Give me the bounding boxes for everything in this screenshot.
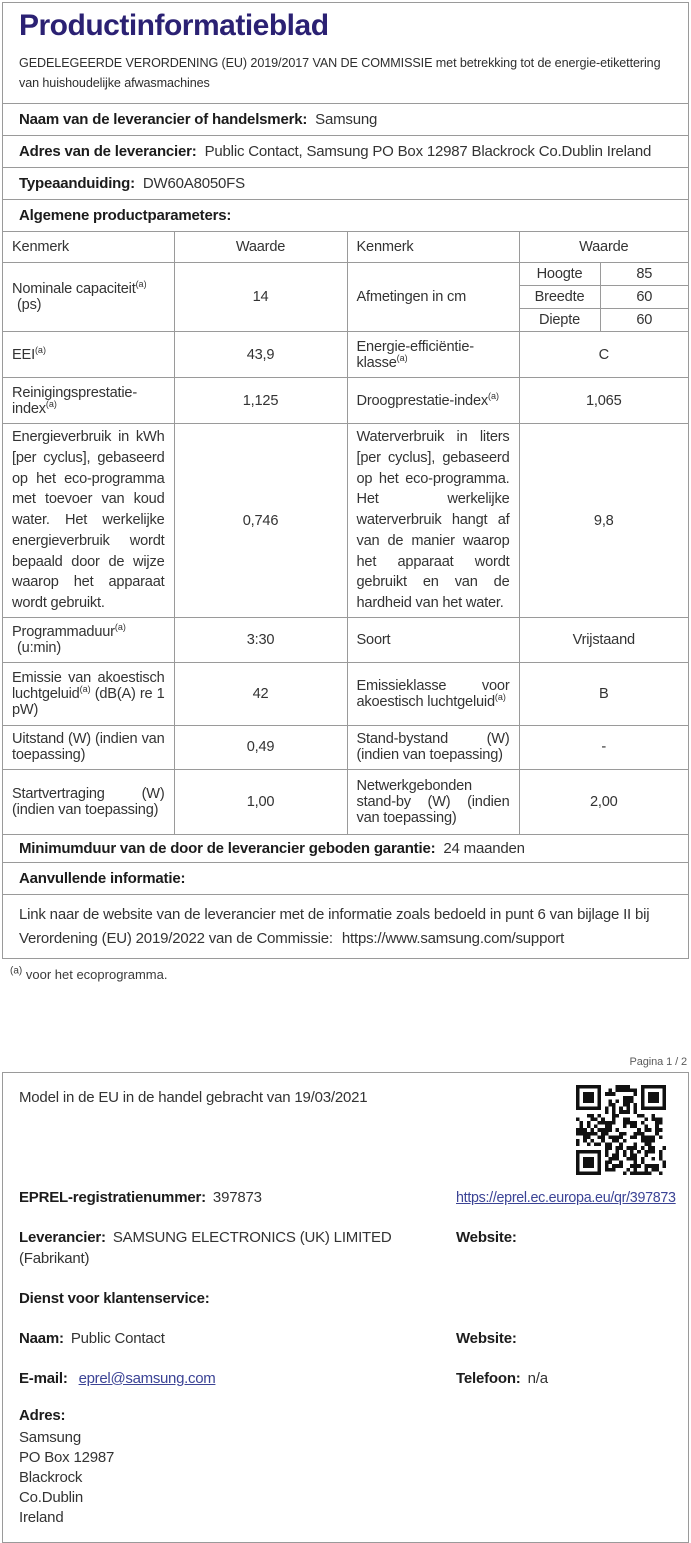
address-line-2: PO Box 12987 [19,1448,115,1466]
contact-name-label: Naam: [19,1329,64,1347]
website2-label: Website: [456,1329,517,1347]
param-value-delay-start: 1,00 [174,769,347,834]
dimension-depth-label: Diepte [519,309,600,332]
regulation-subtitle: GEDELEGEERDE VERORDENING (EU) 2019/2017 VAN DE COMMISSIE met betrekking tot de energie-etikettering van huishoudelijke afwasmachines [19,56,661,91]
general-params-row [3,199,688,231]
table-header-row [3,232,688,263]
param-label-eei: EEI$^{(a)}$ [3,332,174,378]
supplier-name-label: Naam van de leverancier of handelsmerk: [19,111,308,129]
supplier-address-row [3,135,688,167]
telefoon-value: n/a [527,1369,548,1387]
param-value-noise: 42 [174,662,347,725]
param-label-standby: Stand-bystand (W) (indien van toepassing) [347,725,519,769]
eprel-contact-box [2,1072,689,1543]
leverancier-value: SAMSUNG ELECTRONICS (UK) LIMITED (Fabrikant) [19,1228,392,1267]
header-waarde-1: Waarde [174,232,347,263]
warranty-value: 24 maanden [443,840,525,858]
eprel-label: EPREL-registratienummer: [19,1188,206,1206]
leverancier-row [19,1227,672,1269]
param-value-networked-standby: 2,00 [519,769,688,834]
model-identifier-label: Typeaanduiding: [19,175,135,193]
supplier-link-text: Link naar de website van de leverancier met de informatie zoals bedoeld in punt 6 van bijlage II bij Verordening (EU) 2019/2022 van de Commissie: [19,906,650,947]
page-indicator: Pagina 1 / 2 [629,1055,687,1068]
contact-name-value: Public Contact [70,1329,165,1347]
param-value-type: Vrijstaand [519,617,688,662]
programme-duration-row [3,617,688,662]
performance-index-row [3,378,688,424]
address-label: Adres: [19,1406,66,1424]
param-label-duration: Programmaduur$^{(a)}$ (u:min) [3,617,174,662]
capacity-dimensions-row [3,263,688,286]
additional-info-label: Aanvullende informatie: [19,870,186,888]
param-label-energy-consumption: Energieverbruik in kWh [per cyclus], gebaseerd op het eco-programma met toevoer van koud water. Het werkelijke energieverbruik wordt bepaald door de wijze waarop het apparaat wordt gebruikt. [3,424,174,617]
klantenservice-row [19,1288,672,1309]
email-link[interactable]: eprel@samsung.com [78,1369,216,1387]
eprel-link[interactable]: https://eprel.ec.europa.eu/qr/397873 [456,1189,676,1206]
param-label-drying-index: Droogprestatie-index$^{(a)}$ [347,378,519,424]
header-kenmerk-1: Kenmerk [3,232,174,263]
footnote-ecoprogramme: $^{(a)}$ voor het ecoprogramma. [10,965,168,982]
noise-row [3,662,688,725]
supplier-support-url: https://www.samsung.com/support [341,929,565,947]
general-params-label: Algemene productparameters: [19,207,232,225]
address-block [19,1406,672,1529]
param-label-dimensions: Afmetingen in cm [347,263,519,332]
header-kenmerk-2: Kenmerk [347,232,519,263]
address-line-5: Ireland [19,1509,64,1527]
page-title: Productinformatieblad [19,9,329,42]
dimension-height-value: 85 [600,263,688,286]
product-fiche-page [0,2,691,1527]
supplier-name-value: Samsung [315,111,378,129]
param-value-eei: 43,9 [174,332,347,378]
param-label-noise-class: Emissieklasse voor akoestisch luchtgeluid$^{(a)}$ [347,662,519,725]
document-header [3,3,688,103]
address-line-4: Co.Dublin [19,1489,84,1507]
header-waarde-2: Waarde [519,232,688,263]
additional-info-row [3,862,688,894]
general-parameters-table [3,231,688,834]
warranty-row [3,834,688,862]
qr-code [576,1085,666,1175]
dimension-width-value: 60 [600,286,688,309]
consumption-row [3,424,688,617]
delay-start-row [3,769,688,834]
product-fiche-box [2,2,689,959]
param-label-delay-start: Startvertraging (W) (indien van toepassing) [3,769,174,834]
param-label-energy-class: Energie-efficiëntie-klasse$^{(a)}$ [347,332,519,378]
dimension-height-label: Hoogte [519,263,600,286]
supplier-address-label: Adres van de leverancier: [19,143,197,161]
param-value-cleaning-index: 1,125 [174,378,347,424]
param-value-duration: 3:30 [174,617,347,662]
off-mode-row [3,725,688,769]
dimension-depth-value: 60 [600,309,688,332]
klantenservice-label: Dienst voor klantenservice: [19,1289,210,1307]
param-label-noise: Emissie van akoestisch luchtgeluid$^{(a)}$ (dB(A) re 1 pW) [3,662,174,725]
param-value-noise-class: B [519,662,688,725]
telefoon-label: Telefoon: [456,1369,521,1387]
address-line-1: Samsung [19,1428,81,1446]
supplier-link-row [3,894,688,958]
supplier-name-row [3,103,688,135]
model-identifier-value: DW60A8050FS [142,175,245,193]
email-label: E-mail: [19,1369,68,1387]
model-market-row [19,1085,672,1175]
param-label-off-mode: Uitstand (W) (indien van toepassing) [3,725,174,769]
dimension-width-label: Breedte [519,286,600,309]
eei-row [3,332,688,378]
param-value-energy-consumption: 0,746 [174,424,347,617]
contact-email-row [19,1368,672,1389]
param-value-off-mode: 0,49 [174,725,347,769]
param-label-cleaning-index: Reinigingsprestatie-index$^{(a)}$ [3,378,174,424]
eprel-row [19,1187,676,1208]
param-value-energy-class: C [519,332,688,378]
model-identifier-row [3,167,688,199]
address-line-3: Blackrock [19,1469,83,1487]
param-value-capacity: 14 [174,263,347,332]
param-label-water-consumption: Waterverbruik in liters [per cyclus], gebaseerd op het eco-programma. Het werkelijke waterverbruik hangt af van de manier waarop het apparaat wordt gebruikt en van de hardheid van het water. [347,424,519,617]
leverancier-label: Leverancier: [19,1228,106,1246]
param-label-capacity: Nominale capaciteit$^{(a)}$ (ps) [3,263,174,332]
warranty-label: Minimumduur van de door de leverancier geboden garantie: [19,840,436,858]
website-label: Website: [456,1228,517,1246]
contact-name-row [19,1328,672,1349]
param-value-drying-index: 1,065 [519,378,688,424]
model-market-text: Model in de EU in de handel gebracht van 19/03/2021 [19,1088,368,1106]
eprel-number: 397873 [212,1188,262,1206]
param-label-networked-standby: Netwerkgebonden stand-by (W) (indien van toepassing) [347,769,519,834]
supplier-address-value: Public Contact, Samsung PO Box 12987 Blackrock Co.Dublin Ireland [204,143,652,161]
param-value-standby: - [519,725,688,769]
param-value-water-consumption: 9,8 [519,424,688,617]
param-label-type: Soort [347,617,519,662]
